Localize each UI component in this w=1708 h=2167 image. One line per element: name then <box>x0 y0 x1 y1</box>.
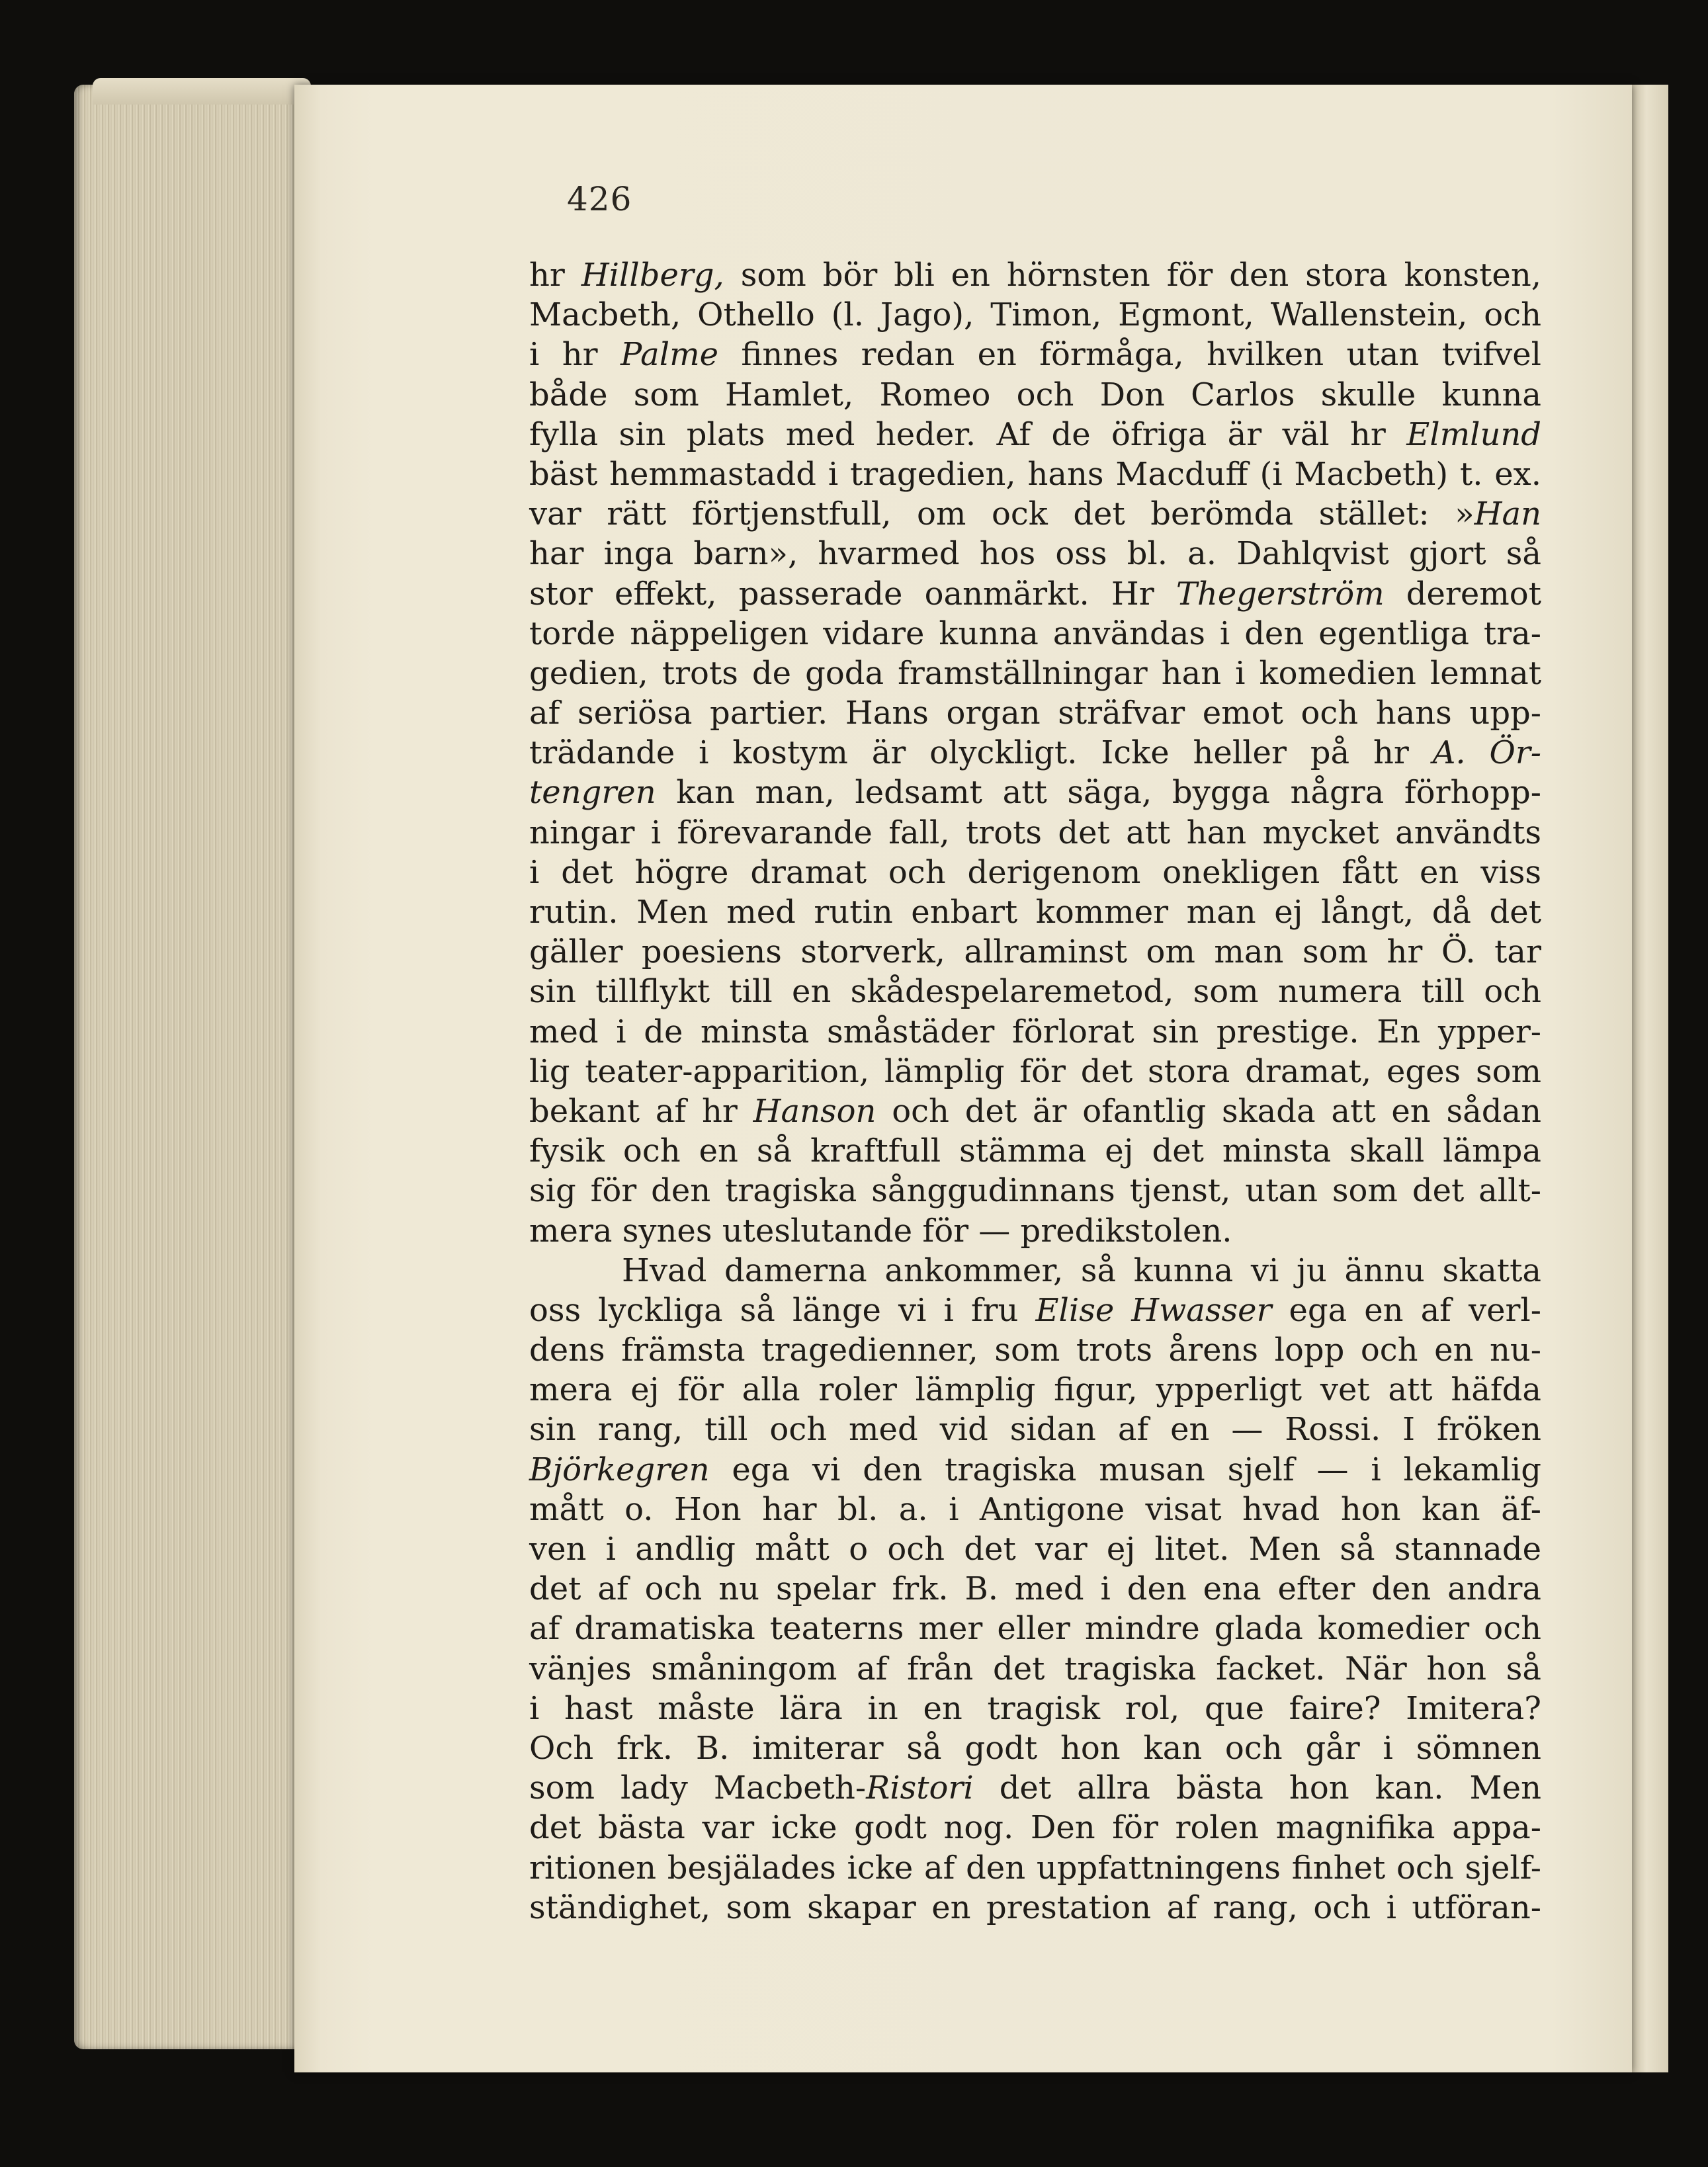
text-line <box>529 494 1541 534</box>
text-line <box>529 1649 1541 1689</box>
text-line <box>529 1410 1541 1449</box>
text-line-content <box>529 1451 1541 1488</box>
text-run: sin rang, till och med vid sidan af en — Rossi. I fröken <box>529 1411 1541 1449</box>
text-line-content <box>529 615 1541 652</box>
text-line <box>529 932 1541 972</box>
text-line <box>529 1450 1541 1490</box>
text-run: stor effekt, passerade oanmärkt. Hr <box>529 575 1176 613</box>
text-run: bäst hemmastadd i tragedien, hans Macduff (i Macbeth) t. ex. <box>529 455 1541 493</box>
text-line-content <box>529 734 1541 771</box>
text-line-content <box>529 1371 1541 1408</box>
text-run: ningar i förevarande fall, trots det att han mycket användts <box>529 814 1541 851</box>
text-line <box>529 614 1541 654</box>
text-line-content <box>529 1053 1541 1090</box>
text-run: kan man, ledsamt att säga, bygga några förhopp- <box>656 774 1541 812</box>
text-line-content <box>529 1730 1541 1767</box>
text-run: bekant af hr <box>529 1092 753 1130</box>
page-number: 426 <box>567 180 632 218</box>
text-line-content <box>529 1212 1232 1250</box>
text-run: med i de minsta småstäder förlorat sin prestige. En ypper- <box>529 1013 1541 1050</box>
text-line <box>529 773 1541 812</box>
text-line-content <box>529 774 1541 811</box>
text-line-content <box>529 814 1541 851</box>
text-run: sig för den tragiska sånggudinnans tjenst, utan som det allt- <box>529 1172 1541 1210</box>
text-line <box>529 733 1541 773</box>
book-page-edges-top <box>93 78 311 105</box>
text-run: var rätt förtjenstfull, om ock det berömda stället: » <box>529 495 1474 533</box>
facing-page-edge <box>1632 85 1668 2072</box>
text-line-content <box>622 1252 1541 1289</box>
text-run: det bästa var icke godt nog. Den för rolen magnifika appa- <box>529 1809 1541 1847</box>
text-line <box>529 1888 1541 1928</box>
text-line-content <box>529 1332 1541 1369</box>
text-run: , hvarmed hos oss bl. a. Dahlqvist gjort så <box>787 535 1542 573</box>
text-line <box>529 813 1541 853</box>
text-line <box>529 853 1541 892</box>
italic-name: Björkegren <box>529 1451 710 1488</box>
text-run: ständighet, som skapar en prestation af rang, och i utföran- <box>529 1889 1541 1926</box>
italic-name: Palme <box>620 336 718 374</box>
text-line-content <box>529 933 1541 970</box>
text-run: det af och nu spelar frk. B. med i den ena efter den andra <box>529 1570 1541 1608</box>
text-run: det allra bästa hon kan. Men <box>973 1769 1541 1807</box>
text-line <box>529 534 1541 574</box>
text-run: mera synes uteslutande för — predikstolen. <box>529 1212 1232 1250</box>
text-line-content <box>529 1809 1541 1846</box>
text-line <box>529 1091 1541 1131</box>
text-run: trädande i kostym är olyckligt. Icke heller på hr <box>529 734 1433 772</box>
text-line-content <box>529 1172 1541 1209</box>
text-line-content <box>529 1650 1541 1687</box>
text-line-content <box>529 575 1541 613</box>
text-run: ven i andlig mått o och det var ej litet. Men så stannade <box>529 1531 1541 1568</box>
italic-name: Elmlund <box>1406 415 1541 453</box>
text-run: Och frk. B. imiterar så godt hon kan och går i sömnen <box>529 1729 1541 1767</box>
text-line <box>529 1131 1541 1171</box>
text-run: i hr <box>529 336 620 374</box>
italic-name: Hillberg, <box>581 257 724 294</box>
text-line <box>529 1052 1541 1091</box>
text-line-content <box>529 336 1541 373</box>
text-run: hr <box>529 257 581 294</box>
italic-name: Ristori <box>866 1769 974 1807</box>
text-line-content <box>529 1411 1541 1448</box>
text-line <box>529 295 1541 335</box>
text-run: har inga barn» <box>529 535 788 573</box>
text-run: mått o. Hon har bl. a. i Antigone visat hvad hon kan äf- <box>529 1490 1541 1528</box>
italic-name: Han <box>1474 495 1541 533</box>
book-page-edges <box>74 85 312 2049</box>
italic-name: Thegerström <box>1175 575 1385 613</box>
text-run: i hast måste lära in en tragisk rol, que faire? Imitera? <box>529 1689 1541 1727</box>
text-line-content <box>529 1013 1541 1050</box>
italic-name: Hanson <box>753 1092 876 1130</box>
text-run: dens främsta tragedienner, som trots årens lopp och en nu- <box>529 1332 1541 1369</box>
text-line <box>529 1569 1541 1609</box>
text-line <box>529 255 1541 295</box>
text-run: ega vi den tragiska musan sjelf — i lekamlig <box>709 1451 1541 1488</box>
text-line-content <box>529 1610 1541 1647</box>
text-run: deremot <box>1384 575 1541 613</box>
body-text <box>529 255 1541 1928</box>
text-line-content <box>529 495 1541 532</box>
text-line <box>529 1171 1541 1211</box>
text-run: sin tillflykt till en skådespelaremetod, som numera till och <box>529 973 1541 1011</box>
text-line <box>529 892 1541 932</box>
text-line-content <box>529 1132 1541 1169</box>
text-line <box>529 1490 1541 1529</box>
text-line <box>529 335 1541 374</box>
text-run: ritionen besjälades icke af den uppfattningens finhet och sjelf- <box>529 1849 1541 1887</box>
text-line <box>529 1689 1541 1728</box>
text-line-content <box>529 894 1541 931</box>
text-line-content <box>529 1570 1541 1607</box>
italic-name: tengren <box>529 774 656 812</box>
text-line <box>529 1211 1541 1251</box>
text-line <box>529 1728 1541 1768</box>
text-line-content <box>529 416 1541 453</box>
text-run: mera ej för alla roler lämplig figur, ypperligt vet att häfda <box>529 1371 1541 1409</box>
text-run: af dramatiska teaterns mer eller mindre glada komedier och <box>529 1610 1541 1648</box>
text-run: och det är ofantlig skada att en sådan <box>876 1092 1541 1130</box>
text-line <box>529 1330 1541 1370</box>
text-run: Hvad damerna ankommer, så kunna vi ju ännu skatta <box>622 1252 1541 1289</box>
text-run: lig teater-apparition, lämplig för det stora dramat, eges som <box>529 1052 1541 1090</box>
text-run: af seriösa partier. Hans organ sträfvar emot och hans upp- <box>529 695 1541 732</box>
text-line <box>529 972 1541 1011</box>
text-run: som lady Macbeth- <box>529 1769 867 1807</box>
text-run: fylla sin plats med heder. Af de öfriga är väl hr <box>529 415 1407 453</box>
text-line <box>529 1529 1541 1569</box>
text-line <box>529 454 1541 494</box>
text-line-content <box>529 1690 1541 1727</box>
text-line <box>529 1808 1541 1848</box>
text-run: fysik och en så kraftfull stämma ej det minsta skall lämpa <box>529 1132 1541 1170</box>
text-line-content <box>529 695 1541 732</box>
text-line-content <box>529 1769 1541 1806</box>
text-run: ega en af verl- <box>1271 1291 1542 1329</box>
text-run: finnes redan en förmåga, hvilken utan tvifvel <box>718 336 1541 374</box>
text-line-content <box>529 973 1541 1010</box>
text-run: torde näppeligen vidare kunna användas i den egentliga tra- <box>529 615 1541 652</box>
text-run: som bör bli en hörnsten för den stora konsten, <box>724 257 1541 294</box>
text-run: vänjes småningom af från det tragiska facket. När hon så <box>529 1650 1541 1687</box>
italic-name: A. Ör- <box>1432 734 1541 772</box>
text-run: gedien, trots de goda framställningar han i komedien lemnat <box>529 654 1541 692</box>
text-line <box>529 1609 1541 1648</box>
text-line <box>529 654 1541 693</box>
text-line <box>529 1291 1541 1330</box>
text-line-content <box>529 535 1541 572</box>
text-line <box>529 1251 1541 1291</box>
text-line <box>529 415 1541 454</box>
text-line <box>529 1370 1541 1410</box>
text-run: Macbeth, Othello (l. Jago), Timon, Egmont, Wallenstein, och <box>529 296 1541 334</box>
text-line-content <box>529 1292 1541 1329</box>
text-line <box>529 1012 1541 1052</box>
text-line-content <box>529 655 1541 692</box>
text-run: gäller poesiens storverk, allraminst om man som hr Ö. tar <box>529 933 1541 971</box>
text-line-content <box>529 1849 1541 1887</box>
text-line-content <box>529 1531 1541 1568</box>
text-line-content <box>529 376 1541 413</box>
text-line-content <box>529 1889 1541 1926</box>
text-line-content <box>529 854 1541 891</box>
text-run: både som Hamlet, Romeo och Don Carlos skulle kunna <box>529 376 1541 413</box>
text-line-content <box>529 1093 1541 1130</box>
text-line <box>529 375 1541 415</box>
text-line-content <box>529 1491 1541 1528</box>
text-line-content <box>529 257 1541 294</box>
text-line <box>529 693 1541 733</box>
italic-name: Elise Hwasser <box>1035 1291 1272 1329</box>
text-run: i det högre dramat och derigenom onekligen fått en viss <box>529 853 1541 891</box>
text-run: rutin. Men med rutin enbart kommer man ej långt, då det <box>529 894 1541 931</box>
text-line-content <box>529 456 1541 493</box>
text-line <box>529 1848 1541 1888</box>
text-line-content <box>529 296 1541 333</box>
text-line <box>529 574 1541 614</box>
text-line <box>529 1768 1541 1808</box>
text-run: oss lyckliga så länge vi i fru <box>529 1291 1036 1329</box>
